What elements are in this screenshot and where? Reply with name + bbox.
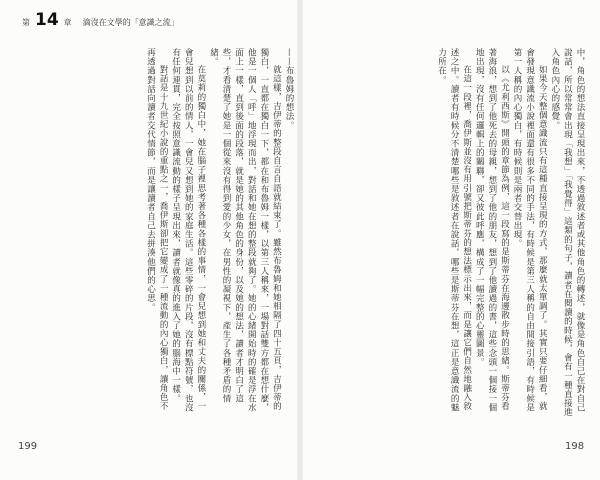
- paragraph: 就這樣，吉伊蒂的整段自言自語就結束了。雖然布魯姆和她相隔了四十五頁，吉伊蒂的獨白，一直都在獨白一下，都在和布魯姆一樣，以第三人稱來，一場對話雙方都在想什麼，他是一個人「呼」地浮現而出，對話和她在想的整段就夠了。她的心緒開始時的確是浮在水面上一樣，直到後面的段落，就是她的其他角色的身份，以及她的想法，讀者才明白了這些，才看清楚了她是一個從來沒有得到愛的少女，在男性的凝視下，產生了各種矛盾的情緒。: [208, 48, 282, 412]
- page-number-left: 199: [18, 441, 38, 452]
- chapter-number: 14: [35, 10, 59, 30]
- paragraph: 中，角色的想法直接呈現出來，不透過敘述者或其他角色的轉述，就像是角色自己在對自己說話，所以常常會出現「我想」「我覺得」這類的句子，讀者在閱讀的時候，會有一種直接進入角色內心的感覺。: [549, 48, 585, 417]
- right-page-text: [330, 48, 586, 418]
- left-page-text: [17, 48, 295, 418]
- chapter-header: [22, 10, 179, 30]
- running-title: 滴沒在文學的「意識之流」: [82, 18, 179, 27]
- page-number-right: 198: [565, 441, 585, 452]
- chapter-prefix: 第: [22, 18, 30, 27]
- paragraph: 在這一段裡，喬伊斯並沒有用引號把斯蒂芬的想法標示出來，而是讓它們自然地融入敘述之中。讀者有時候分不清楚哪些是敘述者在說話，哪些是斯蒂芬在想，這正是意識流的魅力所在。: [436, 48, 472, 412]
- paragraph: 對話是十九世紀小說的重點之一，喬伊斯卻把它變成了一種流動的內心獨白，讓角色不再透過對話向讀者交代情節，而是讓讀者自己去拼湊他們的心思。: [145, 48, 169, 411]
- paragraph: 如果今天整個意識流只有這種直接呈現的方式，那麼就太單調了。其實只要仔細看，就會發現意識流小說裡面還有很多不同的手法，有時候是第三人稱的自由間接引語，有時候是第一人稱的內心獨白，有時候則是兩者交替出現。: [512, 48, 548, 412]
- chapter-suffix: 章: [63, 18, 72, 27]
- paragraph: 以《尤利西斯》開頭的章節為例，這一段寫的是斯蒂芬在海邊散步時的思緒。斯蒂芬看著海浪，想到了他死去的母親，想到了他的朋友，想到了他讀過的書，這些念頭一個接一個地出現，沒有任何邏輯上的關聯，卻又彼此呼應，構成了一幅完整的心靈圖景。: [474, 48, 510, 412]
- paragraph: ——布魯姆的想法。: [284, 48, 294, 130]
- book-gutter: [297, 0, 303, 480]
- paragraph: 在莫莉的獨白中，她在腦子裡思考著各種各樣的事情，一會兒想到她和丈夫的關係，一會兒想到以前的情人，一會兒又想到她的家庭生活。這些零碎的片段，沒有標點符號，也沒有任何連貫，完全按照意識流動的樣子呈現出來，讀者就像真的進入了她的腦海中一樣。: [170, 48, 206, 412]
